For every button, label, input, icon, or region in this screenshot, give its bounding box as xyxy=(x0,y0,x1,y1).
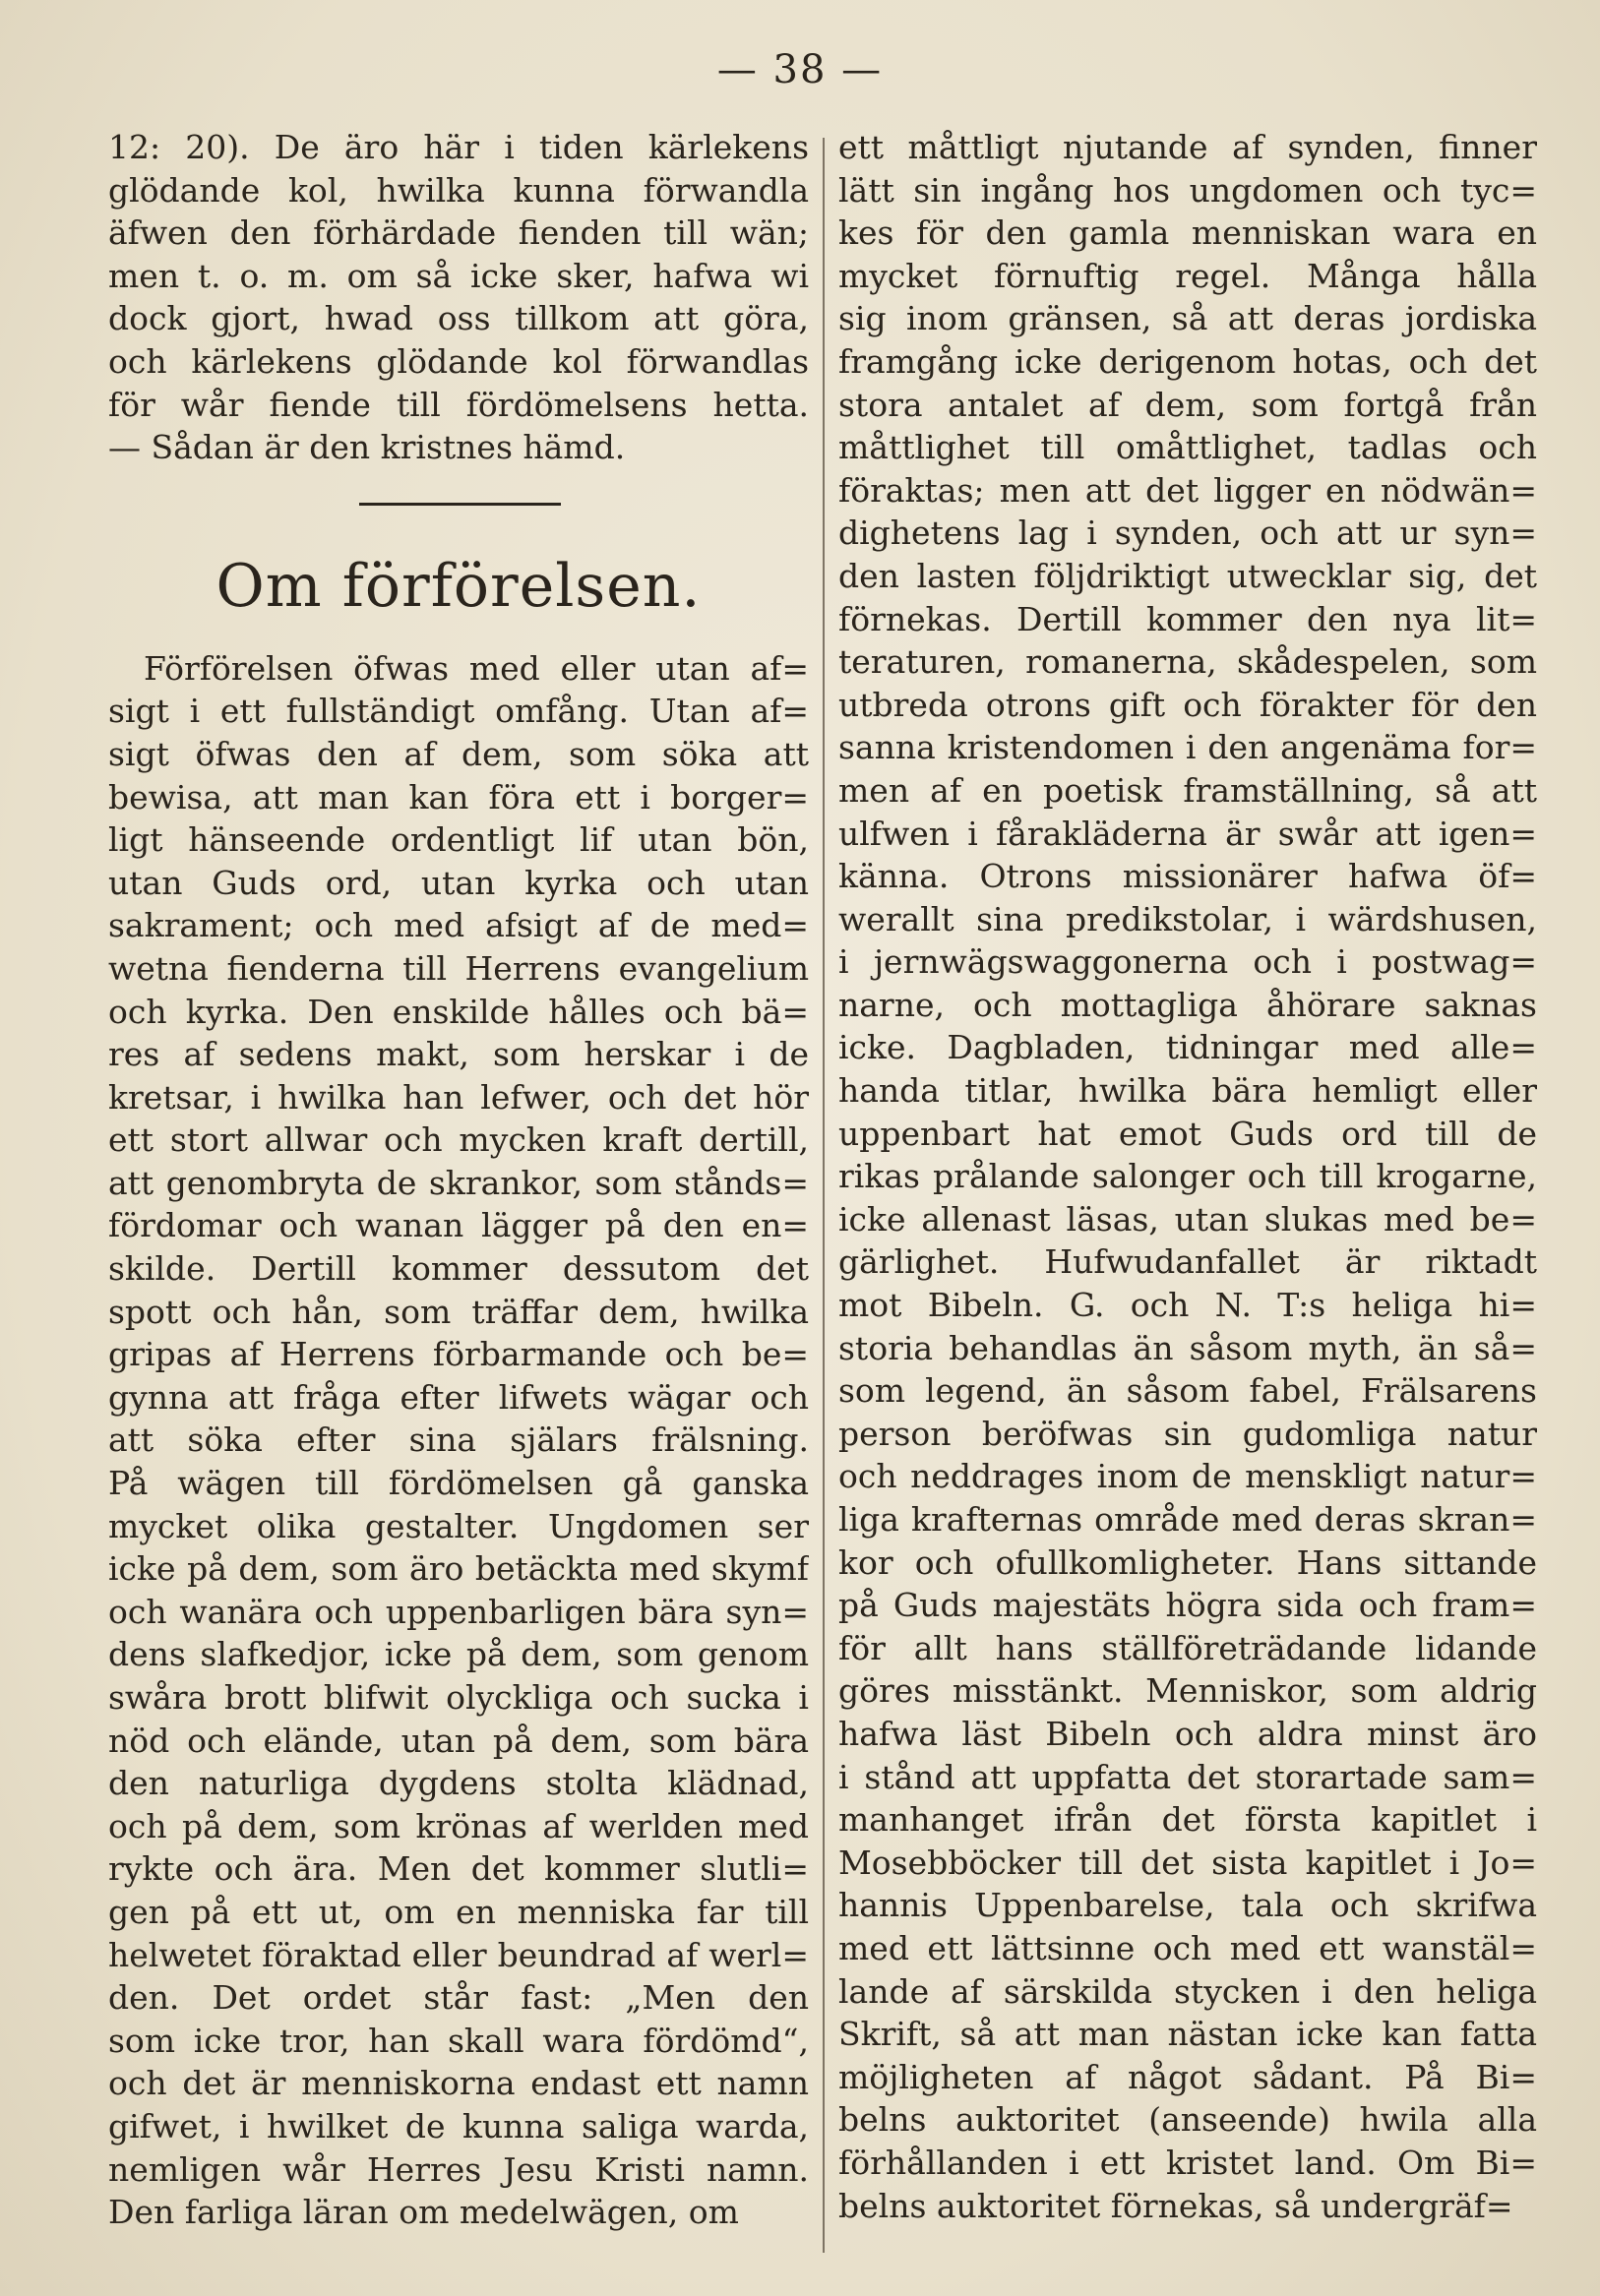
text-line: helwetet föraktad eller beundrad af werl= xyxy=(108,1935,809,1974)
text-line: ligt hänseende ordentligt lif utan bön, xyxy=(108,820,809,860)
text-line: och det är menniskorna endast ett namn xyxy=(108,2064,809,2103)
text-line: ett måttligt njutande af synden, finner xyxy=(838,128,1537,166)
text-line: ett stort allwar och mycken kraft dertill, xyxy=(108,1120,809,1160)
left-column-top-text xyxy=(108,126,809,469)
right-column xyxy=(838,126,1537,2227)
text-line: dighetens lag i synden, och att ur syn= xyxy=(838,514,1537,553)
text-line: lande af särskilda stycken i den heliga xyxy=(838,1971,1537,2011)
text-line: förnekas. Dertill kommer den nya lit= xyxy=(838,599,1537,638)
text-line: utan Guds ord, utan kyrka och utan xyxy=(108,863,809,902)
text-line: icke. Dagbladen, tidningar med alle= xyxy=(838,1028,1537,1067)
text-line: dock gjort, hwad oss tillkom att göra, xyxy=(108,299,809,338)
text-line: hafwa läst Bibeln och aldra minst äro xyxy=(838,1714,1537,1753)
text-line: manhanget ifrån det första kapitlet i xyxy=(838,1800,1537,1840)
left-column xyxy=(108,126,809,2234)
text-line: och kärlekens glödande kol förwandlas xyxy=(108,341,809,381)
text-line: föraktas; men att det ligger en nödwän= xyxy=(838,470,1537,510)
text-line: men af en poetisk framställning, så att xyxy=(838,770,1537,810)
text-line: den. Det ordet står fast: „Men den xyxy=(108,1978,809,2018)
text-line: ulfwen i fårakläderna är swår att igen= xyxy=(838,814,1537,853)
text-line: och kyrka. Den enskilde hålles och bä= xyxy=(108,992,809,1031)
text-line: icke på dem, som äro betäckta med skymf xyxy=(108,1549,809,1589)
text-line: den naturliga dygdens stolta klädnad, xyxy=(108,1764,809,1803)
text-line: måttlighet till omåttlighet, tadlas och xyxy=(838,428,1537,467)
text-line: werallt sina predikstolar, i wärdshusen, xyxy=(838,899,1537,938)
text-line: teraturen, romanerna, skådespelen, som xyxy=(838,642,1537,682)
column-divider xyxy=(823,138,825,2253)
text-line: bewisa, att man kan föra ett i borger= xyxy=(108,777,809,816)
text-line: glödande kol, hwilka kunna förwandla xyxy=(108,170,809,210)
text-line: kor och ofullkomligheter. Hans sittande xyxy=(838,1542,1537,1582)
text-line: nöd och elände, utan på dem, som bära xyxy=(108,1721,809,1760)
text-line: uppenbart hat emot Guds ord till de xyxy=(838,1114,1537,1153)
text-line: stora antalet af dem, som fortgå från xyxy=(838,385,1537,424)
right-column-text xyxy=(838,126,1537,2227)
left-column-section-text xyxy=(108,647,809,2234)
text-line: rikas prålande salonger och till krogarne, xyxy=(838,1157,1537,1196)
text-line: storia behandlas än såsom myth, än så= xyxy=(838,1328,1537,1367)
text-line: belns auktoritet (anseende) hwila alla xyxy=(838,2100,1537,2140)
text-line: kes för den gamla menniskan wara en xyxy=(838,213,1537,253)
text-line: — Sådan är den kristnes hämd. xyxy=(108,428,626,467)
text-line: förhållanden i ett kristet land. Om Bi= xyxy=(838,2143,1537,2182)
text-line: äfwen den förhärdade fienden till wän; xyxy=(108,213,809,253)
text-line: känna. Otrons missionärer hafwa öf= xyxy=(838,857,1537,896)
text-line: res af sedens makt, som herskar i de xyxy=(108,1035,809,1074)
text-line: på Guds majestäts högra sida och fram= xyxy=(838,1586,1537,1625)
text-line: belns auktoritet förnekas, så undergräf= xyxy=(838,2186,1513,2225)
text-line: gifwet, i hwilket de kunna saliga warda, xyxy=(108,2106,809,2145)
text-line: mot Bibeln. G. och N. T:s heliga hi= xyxy=(838,1286,1537,1325)
text-line: Den farliga läran om medelwägen, om xyxy=(108,2193,739,2232)
text-line: sigt i ett fullständigt omfång. Utan af= xyxy=(108,692,809,731)
text-line: framgång icke derigenom hotas, och det xyxy=(838,341,1537,381)
text-line: Mosebböcker till det sista kapitlet i Jo= xyxy=(838,1843,1537,1882)
text-line: med ett lättsinne och med ett wanstäl= xyxy=(838,1928,1537,1967)
text-line: liga krafternas område med deras skran= xyxy=(838,1500,1537,1539)
text-line: skilde. Dertill kommer dessutom det xyxy=(108,1249,809,1289)
text-line: mycket förnuftig regel. Många hålla xyxy=(838,256,1537,295)
text-line: narne, och mottagliga åhörare saknas xyxy=(838,985,1537,1024)
text-line: lätt sin ingång hos ungdomen och tyc= xyxy=(838,170,1537,210)
text-line: Skrift, så att man nästan icke kan fatta xyxy=(838,2015,1537,2054)
text-line: swåra brott blifwit olyckliga och sucka i xyxy=(108,1678,809,1717)
text-line: men t. o. m. om så icke sker, hafwa wi xyxy=(108,256,809,295)
text-line: att söka efter sina själars frälsning. xyxy=(108,1420,809,1460)
text-line: sig inom gränsen, så att deras jordiska xyxy=(838,299,1537,338)
text-line: nemligen wår Herres Jesu Kristi namn. xyxy=(108,2149,809,2189)
section-heading: Om förförelsen. xyxy=(215,551,702,621)
text-line: den lasten följdriktigt utwecklar sig, det xyxy=(838,556,1537,595)
text-line: sigt öfwas den af dem, som söka att xyxy=(108,734,809,773)
text-line: På wägen till fördömelsen gå ganska xyxy=(108,1464,809,1503)
text-line: Förförelsen öfwas med eller utan af= xyxy=(144,648,809,688)
text-line: sakrament; och med afsigt af de med= xyxy=(108,906,809,945)
text-line: i jernwägswaggonerna och i postwag= xyxy=(838,942,1537,982)
text-line: hannis Uppenbarelse, tala och skrifwa xyxy=(838,1886,1537,1925)
text-line: gynna att fråga efter lifwets wägar och xyxy=(108,1377,809,1417)
text-line: 12: 20). De äro här i tiden kärlekens xyxy=(108,128,809,166)
text-line: i stånd att uppfatta det storartade sam= xyxy=(838,1757,1537,1796)
text-line: gärlighet. Hufwudanfallet är riktadt xyxy=(838,1242,1537,1282)
text-line: och neddrages inom de menskligt natur= xyxy=(838,1457,1537,1496)
text-line: gripas af Herrens förbarmande och be= xyxy=(108,1335,809,1374)
text-line: utbreda otrons gift och förakter för den xyxy=(838,685,1537,724)
text-line: som icke tror, han skall wara fördömd“, xyxy=(108,2021,809,2060)
text-line: och wanära och uppenbarligen bära syn= xyxy=(108,1592,809,1631)
text-line: som legend, än såsom fabel, Frälsarens xyxy=(838,1371,1537,1411)
text-line: gen på ett ut, om en menniska far till xyxy=(108,1892,809,1931)
text-line: fördomar och wanan lägger på den en= xyxy=(108,1206,809,1245)
text-line: spott och hån, som träffar dem, hwilka xyxy=(108,1292,809,1331)
section-divider-rule xyxy=(359,503,561,506)
text-line: wetna fienderna till Herrens evangelium xyxy=(108,948,809,988)
text-line: person beröfwas sin gudomliga natur xyxy=(838,1414,1537,1453)
text-line: möjligheten af något sådant. På Bi= xyxy=(838,2057,1537,2096)
text-line: för allt hans ställföreträdande lidande xyxy=(838,1628,1537,1667)
text-line: icke allenast läsas, utan slukas med be= xyxy=(838,1199,1537,1239)
text-line: att genombryta de skrankor, som stånds= xyxy=(108,1163,809,1202)
text-line: handa titlar, hwilka bära hemligt eller xyxy=(838,1071,1537,1111)
page-number: — 38 — xyxy=(716,47,884,92)
text-line: mycket olika gestalter. Ungdomen ser xyxy=(108,1506,809,1545)
text-line: sanna kristendomen i den angenäma for= xyxy=(838,728,1537,767)
text-line: dens slafkedjor, icke på dem, som genom xyxy=(108,1635,809,1674)
text-line: kretsar, i hwilka han lefwer, och det hör xyxy=(108,1077,809,1117)
text-line: för wår fiende till fördömelsens hetta. xyxy=(108,385,809,424)
text-line: göres misstänkt. Menniskor, som aldrig xyxy=(838,1671,1537,1711)
text-line: rykte och ära. Men det kommer slutli= xyxy=(108,1849,809,1889)
text-line: och på dem, som krönas af werlden med xyxy=(108,1806,809,1845)
